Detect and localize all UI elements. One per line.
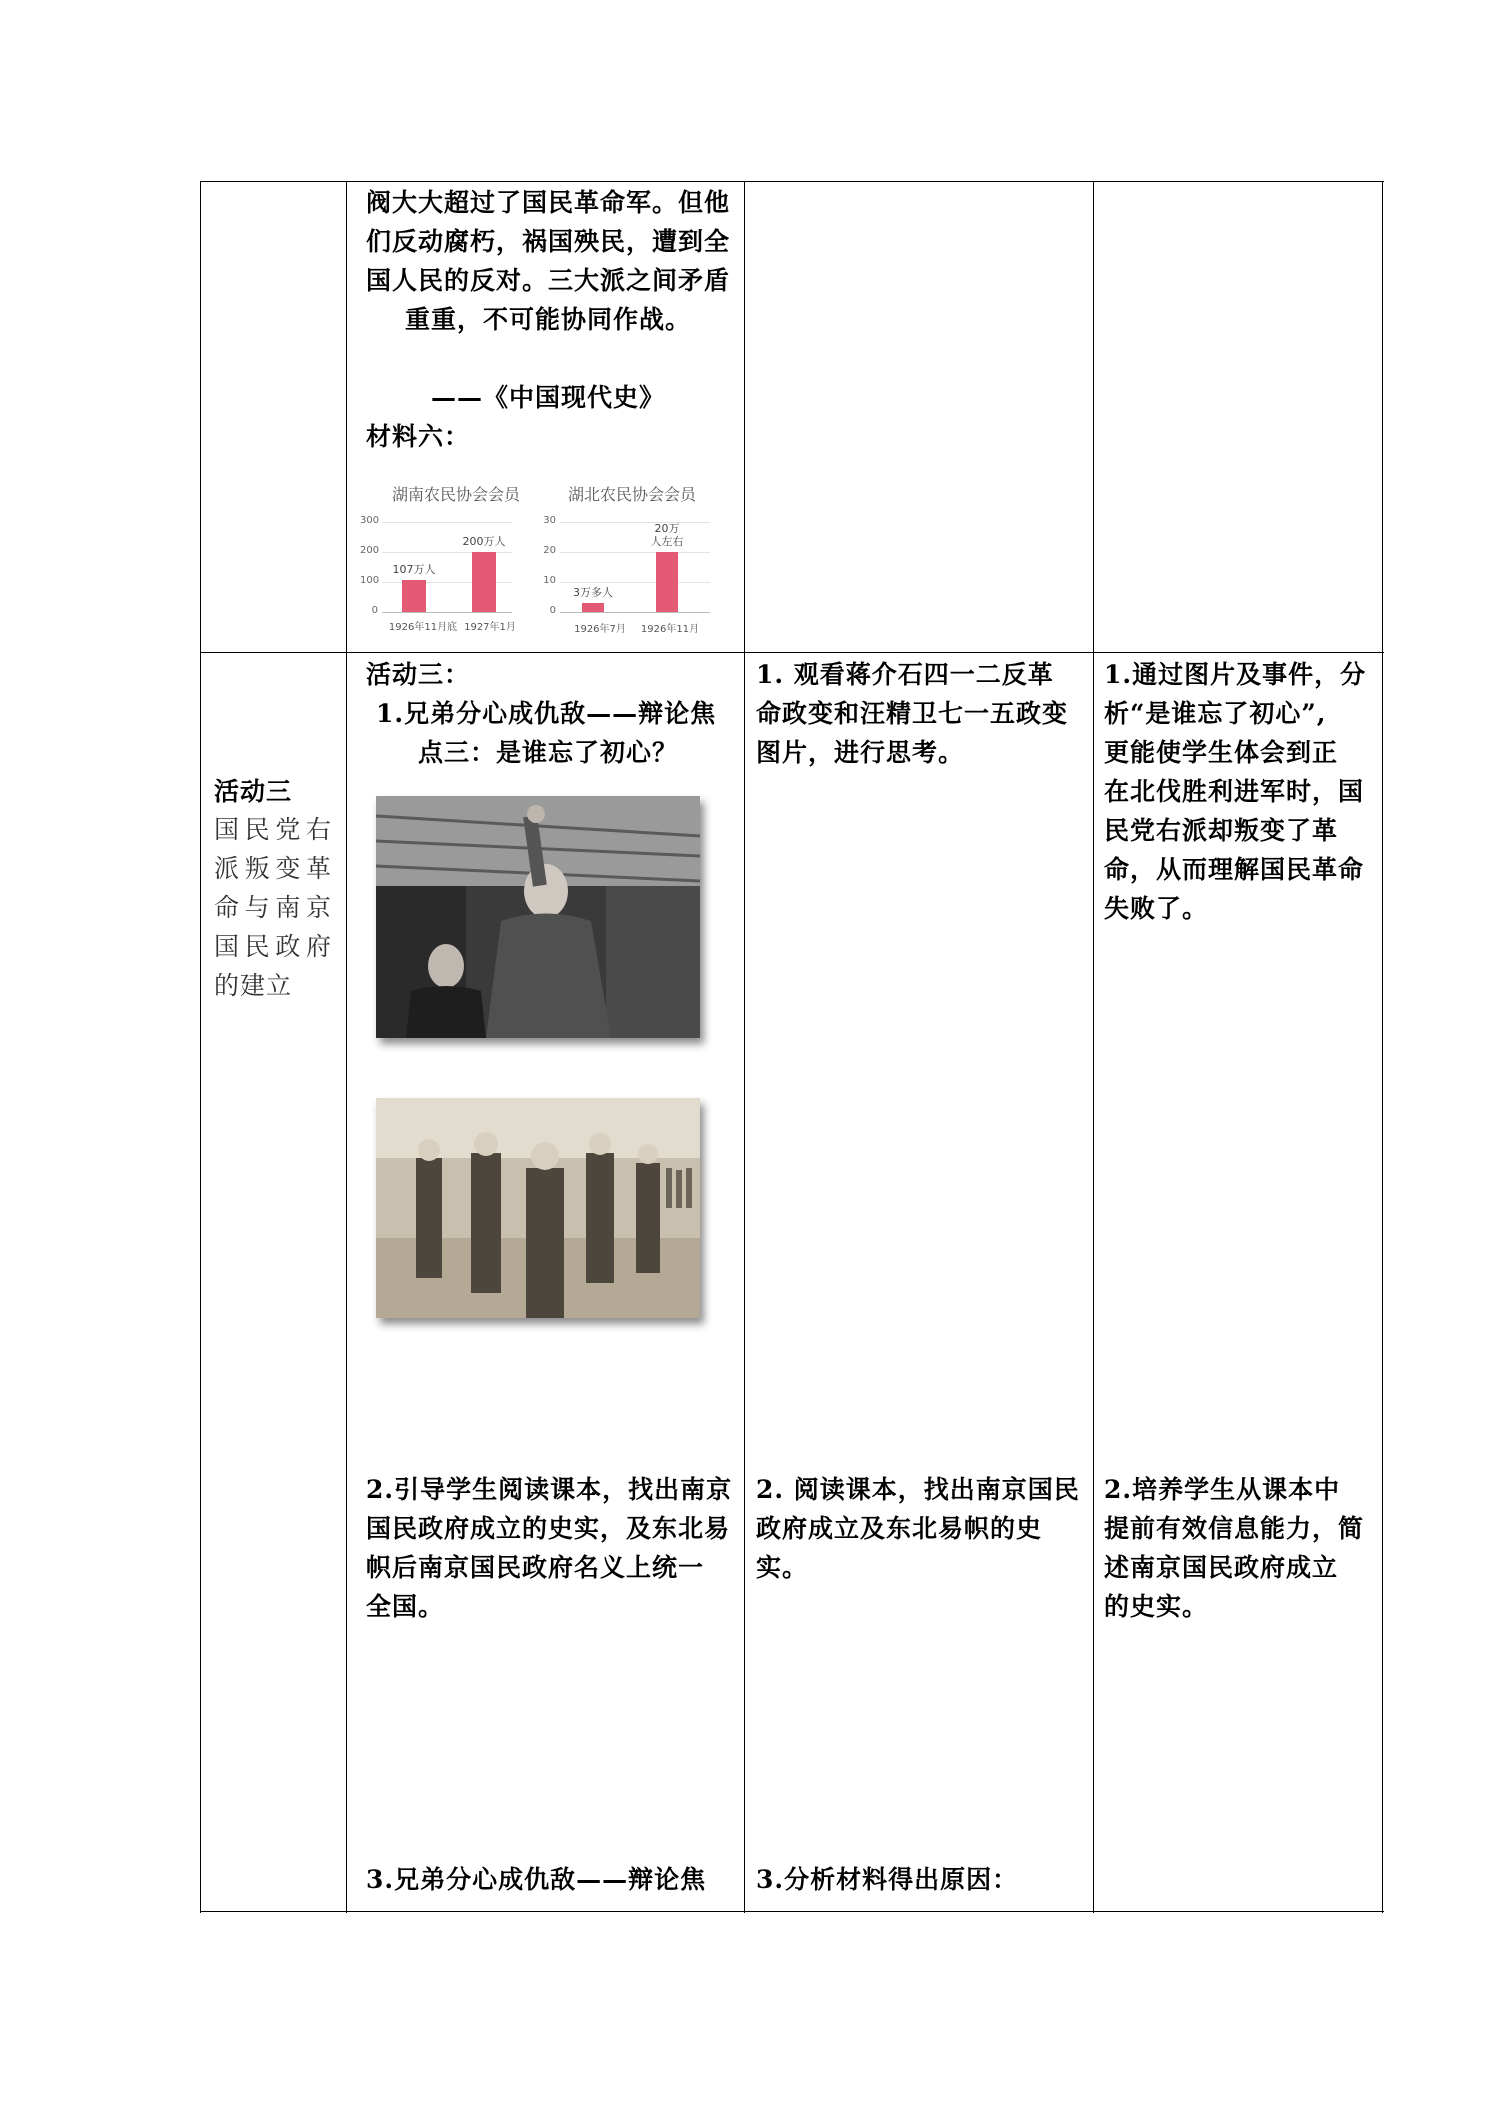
teacher-item2-line: 帜后南京国民政府名义上统一 (366, 1553, 705, 1582)
purpose-item2-line: 的史实。 (1104, 1592, 1209, 1621)
purpose-item1-line: 命，从而理解国民革命 (1104, 855, 1365, 884)
purpose-item1-line: 析“是谁忘了初心”, (1104, 699, 1327, 728)
data-label: 20万 人左右 (650, 522, 684, 548)
purpose-item2-line: 述南京国民政府成立 (1104, 1553, 1339, 1582)
teacher-item2-line: 国民政府成立的史实，及东北易 (366, 1514, 731, 1543)
bar-hubei-1926-11 (656, 552, 678, 612)
bar-hunan-1927 (472, 552, 496, 612)
grid-line (560, 582, 710, 583)
purpose-item1-line: 在北伐胜利进军时，国 (1104, 777, 1365, 806)
data-label: 107万人 (392, 562, 436, 576)
student-item1-line: 1. 观看蒋介石四一二反革 (756, 660, 1054, 689)
membership-charts (350, 470, 726, 650)
col-divider-3 (1093, 181, 1094, 1913)
y-tick: 30 (543, 515, 556, 526)
y-tick: 0 (371, 605, 378, 616)
x-tick-label: 1926年11月底 (388, 622, 458, 633)
grid-line (560, 552, 710, 553)
purpose-item2-line: 提前有效信息能力，简 (1104, 1514, 1365, 1543)
y-tick: 200 (360, 545, 380, 556)
photo-speech (376, 796, 700, 1038)
student-item2-line: 政府成立及东北易帜的史 (756, 1514, 1043, 1543)
grid-line (382, 522, 512, 523)
student-item3-line: 3.分析材料得出原因： (756, 1865, 1019, 1894)
chart-title-hunan: 湖南农民协会会员 (392, 485, 521, 504)
teacher-activity-heading: 活动三： (366, 660, 471, 689)
student-item2-line: 实。 (756, 1553, 809, 1582)
purpose-item1-line: 民党右派却叛变了革 (1104, 816, 1339, 845)
activity-title: 活动三 (214, 777, 293, 806)
table-bottom-border (200, 1911, 1384, 1912)
bar-hubei-1926-07 (582, 603, 604, 612)
y-tick: 300 (360, 515, 380, 526)
purpose-item2-line: 2.培养学生从课本中 (1104, 1475, 1341, 1504)
teacher-item2-line: 2.引导学生阅读课本，找出南京 (366, 1475, 733, 1504)
data-label: 3万多人 (573, 586, 613, 599)
y-tick: 20 (543, 545, 556, 556)
row-divider (200, 652, 1384, 653)
x-axis-line (560, 612, 710, 613)
row1-text-line: 们反动腐朽，祸国殃民，遭到全 (366, 227, 731, 256)
activity-desc-line: 国民党右 (214, 815, 332, 844)
teacher-item1-line: 1.兄弟分心成仇敌——辩论焦 (376, 699, 717, 728)
teacher-item2-line: 全国。 (366, 1592, 445, 1621)
x-tick-label: 1926年11月 (640, 624, 700, 635)
purpose-item1-line: 1.通过图片及事件，分 (1104, 660, 1367, 689)
row1-text-line: 国人民的反对。三大派之间矛盾 (366, 266, 731, 295)
table-right-border (1382, 181, 1383, 1913)
activity-desc-line: 派叛变革 (214, 854, 332, 883)
y-tick: 0 (549, 605, 556, 616)
bar-hunan-1926 (402, 580, 426, 612)
x-tick-label: 1926年7月 (574, 624, 626, 635)
col-divider-2 (744, 181, 745, 1913)
student-item2-line: 2. 阅读课本，找出南京国民 (756, 1475, 1080, 1504)
teacher-item3-line: 3.兄弟分心成仇敌——辩论焦 (366, 1865, 707, 1894)
student-item1-line: 命政变和汪精卫七一五政变 (756, 699, 1069, 728)
material-label: 材料六： (366, 422, 471, 451)
purpose-item1-line: 更能使学生体会到正 (1104, 738, 1339, 767)
teacher-item1-line: 点三：是谁忘了初心？ (417, 738, 678, 767)
data-label: 200万人 (462, 535, 506, 548)
col-divider-1 (346, 652, 347, 1913)
chart-title-hubei: 湖北农民协会会员 (568, 485, 697, 504)
y-tick: 10 (543, 575, 556, 586)
purpose-item1-line: 失败了。 (1104, 894, 1209, 923)
source-citation: ——《中国现代史》 (430, 383, 665, 412)
x-tick-label: 1927年1月 (464, 622, 516, 633)
row1-text-line: 重重，不可能协同作战。 (404, 305, 691, 334)
y-tick: 100 (360, 575, 380, 586)
row1-text-line: 阀大大超过了国民革命军。但他 (366, 188, 731, 217)
x-axis-line (382, 612, 512, 613)
activity-desc-line: 命与南京 (214, 893, 332, 922)
student-item1-line: 图片，进行思考。 (756, 738, 965, 767)
col-divider-1-top (346, 181, 347, 652)
activity-desc-line: 国民政府 (214, 932, 332, 961)
photo-officers (376, 1098, 700, 1318)
activity-desc-line: 的建立 (214, 971, 293, 1000)
